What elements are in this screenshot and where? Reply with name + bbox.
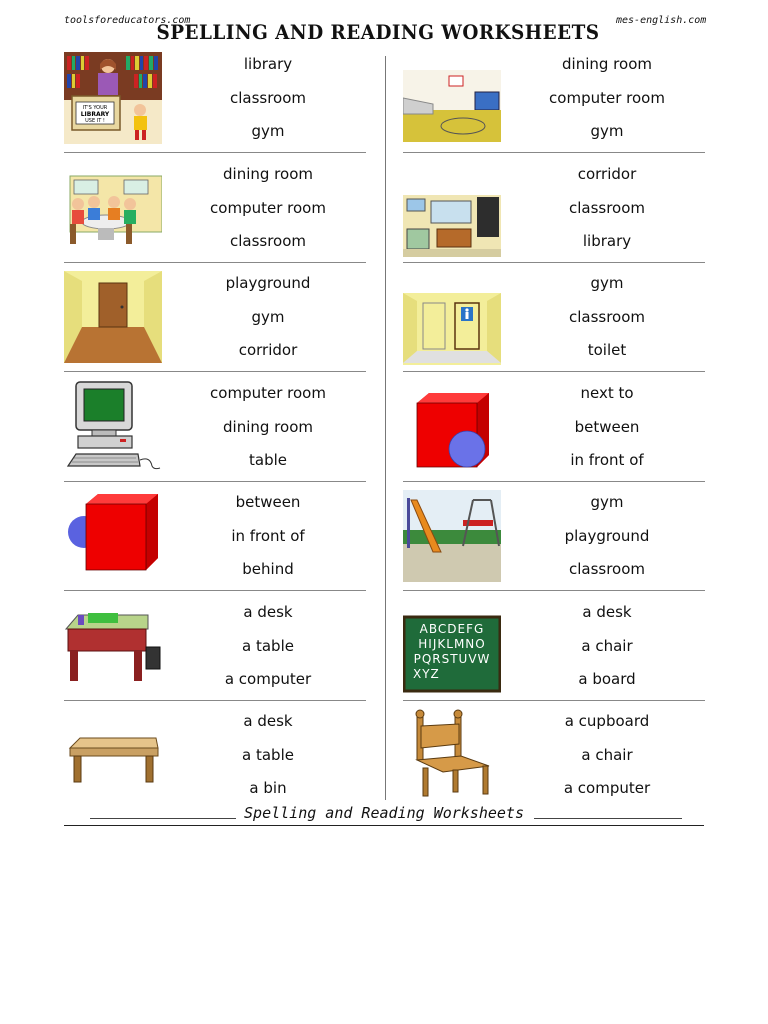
word-option: behind xyxy=(242,560,294,578)
row-separator xyxy=(403,700,705,701)
word-option: classroom xyxy=(568,560,646,578)
word-option: corridor xyxy=(577,165,637,183)
library-sign-line: LIBRARY xyxy=(80,111,110,118)
word-option: a chair xyxy=(581,746,633,764)
word-option: between xyxy=(235,493,301,511)
word-option: dining room xyxy=(223,418,313,436)
word-option: in front of xyxy=(231,527,305,545)
page-title: SPELLING AND READING WORKSHEETS xyxy=(156,20,600,44)
dining-room-icon xyxy=(64,162,162,254)
corridor-icon xyxy=(64,271,162,363)
word-option: a bin xyxy=(249,779,287,797)
word-option: classroom xyxy=(568,199,646,217)
row-separator xyxy=(403,152,705,153)
word-option: a desk xyxy=(582,603,632,621)
word-option: table xyxy=(249,451,287,469)
board-letters-row: ABCDEFG xyxy=(419,622,485,636)
row-separator xyxy=(64,590,366,591)
word-option: classroom xyxy=(229,89,307,107)
word-option: computer room xyxy=(210,384,326,402)
word-option: playground xyxy=(225,274,311,292)
word-option: dining room xyxy=(562,55,652,73)
footer-caption xyxy=(0,804,768,822)
row-separator xyxy=(64,152,366,153)
word-option: a chair xyxy=(581,637,633,655)
board-icon xyxy=(403,608,501,700)
word-option: a table xyxy=(242,746,294,764)
row-separator xyxy=(64,481,366,482)
classroom-icon xyxy=(403,180,501,272)
right-site-label: mes-english.com xyxy=(616,15,707,26)
word-option: gym xyxy=(251,308,285,326)
word-option: computer room xyxy=(210,199,326,217)
desk-icon xyxy=(64,599,162,691)
word-option: dining room xyxy=(223,165,313,183)
footer-rule xyxy=(64,825,704,826)
gym-icon xyxy=(403,60,501,152)
word-option: a table xyxy=(242,637,294,655)
word-option: between xyxy=(574,418,640,436)
word-option: library xyxy=(243,55,293,73)
library-icon xyxy=(64,52,162,144)
row-separator xyxy=(64,700,366,701)
word-option: a desk xyxy=(243,603,293,621)
word-option: corridor xyxy=(238,341,298,359)
footer-text: Spelling and Reading Worksheets xyxy=(236,804,532,822)
word-option: a cupboard xyxy=(564,712,650,730)
toilet-icon xyxy=(403,283,501,375)
word-option: classroom xyxy=(568,308,646,326)
row-separator xyxy=(64,262,366,263)
board-letters-row: PQRSTUVW xyxy=(413,652,491,666)
board-letters-row: HIJKLMNO xyxy=(418,637,486,651)
word-option: a desk xyxy=(243,712,293,730)
word-option: a computer xyxy=(224,670,312,688)
word-option: computer room xyxy=(549,89,665,107)
word-option: a board xyxy=(578,670,636,688)
word-option: gym xyxy=(251,122,285,140)
word-option: library xyxy=(582,232,632,250)
row-separator xyxy=(403,590,705,591)
word-option: next to xyxy=(580,384,634,402)
table-icon xyxy=(64,708,162,800)
board-letters-row: XYZ xyxy=(413,667,440,681)
computer-icon xyxy=(64,380,162,472)
playground-icon xyxy=(403,490,501,582)
row-separator xyxy=(64,371,366,372)
library-sign-line: USE IT ! xyxy=(85,118,105,124)
word-option: a computer xyxy=(563,779,651,797)
chair-icon xyxy=(403,708,501,800)
library-sign-line: IT'S YOUR xyxy=(82,105,108,111)
ball-behind-box-icon xyxy=(64,490,162,582)
word-option: in front of xyxy=(570,451,644,469)
row-separator xyxy=(403,481,705,482)
word-option: classroom xyxy=(229,232,307,250)
word-option: gym xyxy=(590,274,624,292)
ball-in-front-of-box-icon xyxy=(403,385,501,477)
word-option: toilet xyxy=(587,341,627,359)
word-option: gym xyxy=(590,122,624,140)
column-divider xyxy=(385,56,386,800)
word-option: playground xyxy=(564,527,650,545)
word-option: gym xyxy=(590,493,624,511)
left-site-label: toolsforeducators.com xyxy=(64,15,191,26)
